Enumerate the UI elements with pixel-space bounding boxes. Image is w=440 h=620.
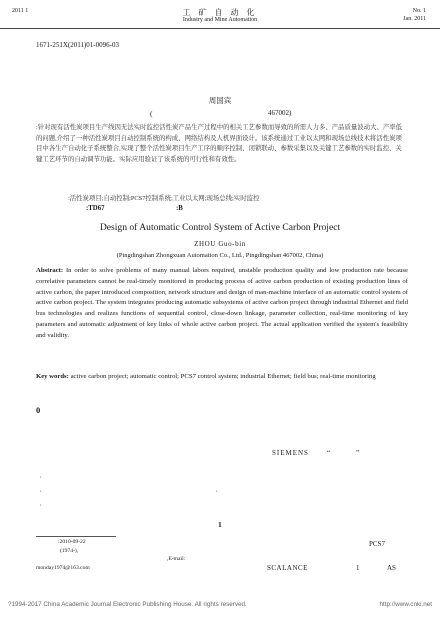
- abstract-en: [36, 266, 408, 342]
- footnote-author-year: (1974-),: [60, 548, 79, 554]
- affiliation-open: (: [150, 109, 153, 118]
- text-mark: ,: [40, 473, 42, 479]
- footer-copyright: ?1994-2017 China Academic Journal Electronic Publishing House. All rights reserved.: [8, 601, 247, 608]
- keywords-en-text: active carbon project; automatic control; PCS7 control system; industrial Ethernet; field bus; real-time monitoring: [70, 373, 376, 380]
- header-year-volume: 2011 1: [12, 8, 29, 14]
- page-footer: [8, 601, 432, 608]
- header-date: Jan. 2011: [403, 16, 426, 22]
- author-cn: 周国宾: [208, 96, 232, 105]
- body-siemens: SIEMENS: [272, 449, 309, 457]
- text-mark: ,: [216, 487, 218, 493]
- keywords-en: [36, 372, 408, 383]
- author-en: ZHOU Guo-bin: [194, 240, 246, 248]
- title-en: Design of Automatic Control System of Active Carbon Project: [99, 222, 341, 233]
- body-pcs7: PCS7: [369, 540, 385, 548]
- text-mark: ,: [40, 501, 42, 507]
- body-as: AS: [387, 564, 396, 572]
- footnote-rule: [36, 536, 116, 537]
- header-issue-no: No. 1: [412, 8, 426, 14]
- running-header: [0, 6, 440, 29]
- abstract-label: Abstract:: [36, 267, 64, 274]
- document-code: :B: [176, 205, 183, 212]
- keywords-label: Key words:: [36, 373, 69, 380]
- keywords-cn: :活性炭项目;自动控制;PCS7控制系统;工业以太网;现场总线;实时监控: [68, 195, 260, 202]
- body-quote-open: “: [327, 449, 331, 457]
- header-journal-cn: 工 矿 自 动 化: [182, 8, 258, 17]
- abstract-cn: :针对现有活性炭项目生产线因无法实时监控活性炭产品生产过程中的相关工艺参数而导致的所需人力多、产品质量波动大、产率低的问题,介绍了一种活性炭项目自动控制系统的构成、网络结构及人机界面设计。该系统通过工业以太网和现场总线技术将活性炭项目中各生产自动化子系统整合,实现了整个活性炭项目生产工序的顺序控制、闭锁联动、参数采集以及关键工艺参数的实时监控、关键工艺环节的自动调节功能。实际应用验证了该系统的可行性和有效性。: [36, 124, 403, 163]
- footer-url[interactable]: http://www.cnki.net: [379, 601, 432, 608]
- section-heading-1: 1: [218, 520, 222, 529]
- header-journal-en: Industry and Mine Automation: [182, 17, 258, 23]
- body-quote-close: ”: [356, 449, 360, 457]
- section-heading-0: 0: [36, 405, 41, 415]
- footnote-received: :2010-09-22: [58, 539, 86, 545]
- text-mark: ,: [40, 487, 42, 493]
- body-scalance: SCALANCE: [267, 564, 308, 572]
- class-code: :TD67: [86, 205, 105, 212]
- footnote-author: [60, 548, 78, 554]
- article-number: 1671-251X(2011)01-0096-03: [36, 41, 119, 49]
- footnote-email-label: ,E-mail:: [167, 556, 186, 562]
- abstract-en-text: In order to solve problems of many manual labors required, unstable production quality and low production rate because correlative parameters cannot be real-timely monitored in producing process of active carbon production of existing production lines of active carbon, the paper introduced composition, network structure and design of man-machine interface of an automatic control system of active carbon project. The system integrates producing automatic subsystems of active carbon project through industrial Ethernet and field bus technologies and realizes functions of sequential control, close-down linkage, parameter collection, real-time monitoring of key parameters and automatic adjustment of key links of whole active carbon project. The actual application verified the system's feasibility and validity.: [36, 267, 408, 339]
- affiliation-postcode: 467002): [268, 109, 292, 117]
- body-figure-number: 1: [356, 564, 360, 572]
- classification-line: [86, 205, 183, 212]
- affiliation-en: (Pingdingshan Zhongxuan Automation Co., Ltd., Pingdingshan 467002, China): [116, 252, 324, 259]
- footnote-email: monday1974@163.com: [36, 565, 90, 571]
